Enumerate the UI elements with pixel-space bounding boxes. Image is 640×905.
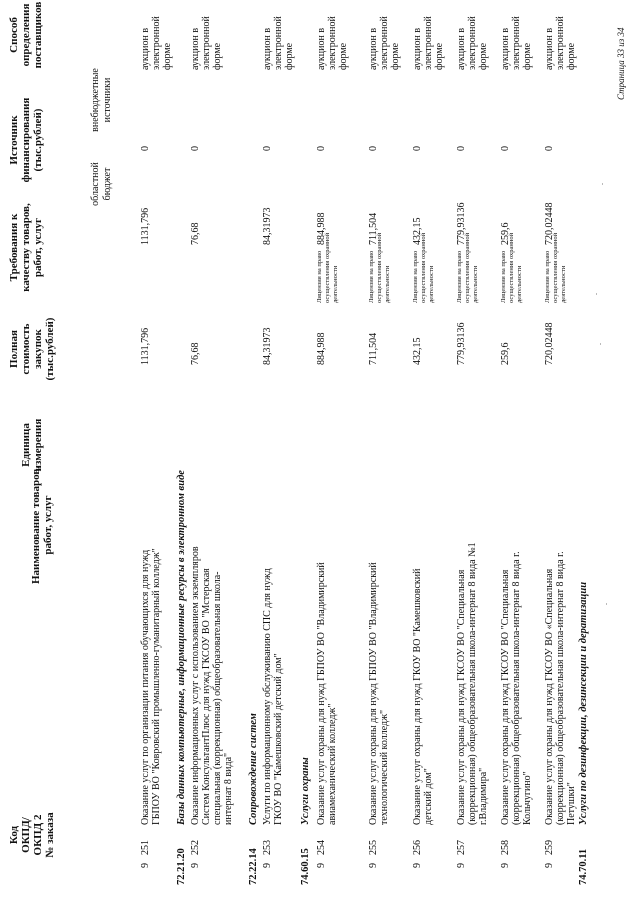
row-number: 254: [316, 840, 327, 855]
row-name: Оказание информационных услуг с использованием экземпляров Систем КонсультантПлюс для нужд ГКСОУ ВО "Мстерская специальная (коррекционная) общеобразовательная школа- интернат 8 вида": [190, 546, 234, 825]
scan-speck: [596, 293, 597, 295]
row-method: аукцион в электронной форме: [500, 16, 533, 70]
row-total: 1131,796: [140, 327, 151, 365]
section-title: Услуги по дезинфекции, дезинсекции и дератизации: [578, 581, 589, 825]
row-method: аукцион в электронной форме: [262, 16, 295, 70]
header-total: Полная стоимость закупок (тыс.рублей): [8, 317, 56, 381]
section-code: 74.60.15: [300, 848, 311, 885]
section-title: Базы данных компьютерные, информационные ресурсы в электронном виде: [176, 470, 187, 825]
row-name: Оказание услуг охраны для нужд ГБПОУ ВО "Владимирский технологический колледж": [368, 562, 390, 825]
row-number: 258: [500, 840, 511, 855]
row-regional: 84,31973: [262, 207, 273, 245]
section-code: 74.70.11: [578, 848, 589, 885]
row-total: 779,93136: [456, 322, 467, 365]
header-name: Наименование товаров, работ, услуг: [30, 465, 54, 585]
row-name: Оказание услуг охраны для нужд ГКСОУ ВО "Специальная (коррекционная) общеобразовательная школа-интернат 8 вида №1 г.Владимира": [456, 542, 489, 825]
row-method: аукцион в электронной форме: [456, 16, 489, 70]
row-prefix: 9: [316, 863, 327, 868]
row-name: Оказание услуг охраны для нужд ГБПОУ ВО "Владимирский авиамеханический колледж": [316, 562, 338, 825]
row-number: 253: [262, 840, 273, 855]
row-regional: 711,504: [368, 212, 379, 245]
row-name: Оказание услуг охраны для нужд ГКСОУ ВО «Специальная (коррекционная) общеобразовательная школа-интернат 8 вида г. Петушки": [544, 551, 577, 825]
section-title: Сопровождение систем: [248, 713, 259, 825]
header-source-extra: внебюджетные источники: [90, 68, 113, 132]
row-extra: 0: [368, 146, 379, 151]
row-regional: 259,6: [500, 222, 511, 245]
row-number: 257: [456, 840, 467, 855]
row-regional: 432,15: [412, 217, 423, 245]
row-method: аукцион в электронной форме: [544, 16, 577, 70]
header-method: Способ определения поставщиков: [8, 1, 44, 69]
scan-speck: [602, 183, 603, 185]
row-extra: 0: [412, 146, 423, 151]
row-total: 711,504: [368, 332, 379, 365]
section-code: 72.22.14: [248, 848, 259, 885]
row-requirements: Лицензия на право осуществления охранной деятельности: [412, 232, 435, 303]
row-extra: 0: [456, 146, 467, 151]
page-footer: Страница 33 из 34: [616, 27, 626, 100]
row-total: 432,15: [412, 337, 423, 365]
scan-speck: [606, 603, 607, 605]
scan-speck: [600, 343, 601, 345]
row-method: аукцион в электронной форме: [316, 16, 349, 70]
row-number: 252: [190, 840, 201, 855]
header-unit: Единица измерения: [20, 418, 44, 472]
section-code: 72.21.20: [176, 848, 187, 885]
row-prefix: 9: [544, 863, 555, 868]
row-regional: 884,988: [316, 212, 327, 245]
row-number: 259: [544, 840, 555, 855]
row-prefix: 9: [456, 863, 467, 868]
row-requirements: Лицензия на право осуществления охранной деятельности: [544, 232, 567, 303]
row-prefix: 9: [190, 863, 201, 868]
row-method: аукцион в электронной форме: [368, 16, 401, 70]
row-extra: 0: [316, 146, 327, 151]
row-prefix: 9: [140, 863, 151, 868]
row-extra: 0: [500, 146, 511, 151]
header-source-regional: областной бюджет: [90, 162, 113, 206]
row-prefix: 9: [500, 863, 511, 868]
row-extra: 0: [140, 146, 151, 151]
row-total: 84,31973: [262, 327, 273, 365]
row-name: Оказание услуг по организации питания обучающихся для нужд ГБПОУ ВО "Ковровский промышленно-гуманитарный колледж": [140, 548, 162, 825]
section-title: Услуги охраны: [300, 757, 311, 825]
row-regional: 720,02448: [544, 202, 555, 245]
row-method: аукцион в электронной форме: [190, 16, 223, 70]
row-name: Услуги по информационному обслуживанию СПС для нужд ГКОУ ВО "Камешковский детский дом": [262, 568, 284, 825]
header-requirements: Требования к качеству товаров, работ, услуг: [8, 203, 44, 292]
row-regional: 779,93136: [456, 202, 467, 245]
row-number: 256: [412, 840, 423, 855]
header-source: Источник финансирования (тыс.рублей): [8, 97, 44, 183]
row-total: 259,6: [500, 342, 511, 365]
row-extra: 0: [544, 146, 555, 151]
row-prefix: 9: [368, 863, 379, 868]
header-code: Код ОКПД/ ОКПД 2 № заказа: [8, 812, 56, 858]
row-method: аукцион в электронной форме: [140, 16, 173, 70]
row-total: 720,02448: [544, 322, 555, 365]
row-number: 255: [368, 840, 379, 855]
row-name: Оказание услуг охраны для нужд ГКСОУ ВО "Специальная (коррекционная) общеобразовательная школа-интернат 8 вида г. Кольчугино": [500, 551, 533, 825]
row-regional: 1131,796: [140, 207, 151, 245]
row-prefix: 9: [262, 863, 273, 868]
row-total: 884,988: [316, 332, 327, 365]
row-prefix: 9: [412, 863, 423, 868]
row-method: аукцион в электронной форме: [412, 16, 445, 70]
row-requirements: Лицензия на право осуществления охранной деятельности: [456, 232, 479, 303]
row-number: 251: [140, 840, 151, 855]
row-requirements: Лицензия на право осуществления охранной деятельности: [316, 232, 339, 303]
row-extra: 0: [262, 146, 273, 151]
row-requirements: Лицензия на право осуществления охранной деятельности: [368, 232, 391, 303]
row-requirements: Лицензия на право осуществления охранной деятельности: [500, 232, 523, 303]
row-total: 76,68: [190, 342, 201, 365]
row-name: Оказание услуг охраны для нужд ГКОУ ВО "Камешковский детский дом": [412, 568, 434, 825]
row-extra: 0: [190, 146, 201, 151]
row-regional: 76,68: [190, 222, 201, 245]
